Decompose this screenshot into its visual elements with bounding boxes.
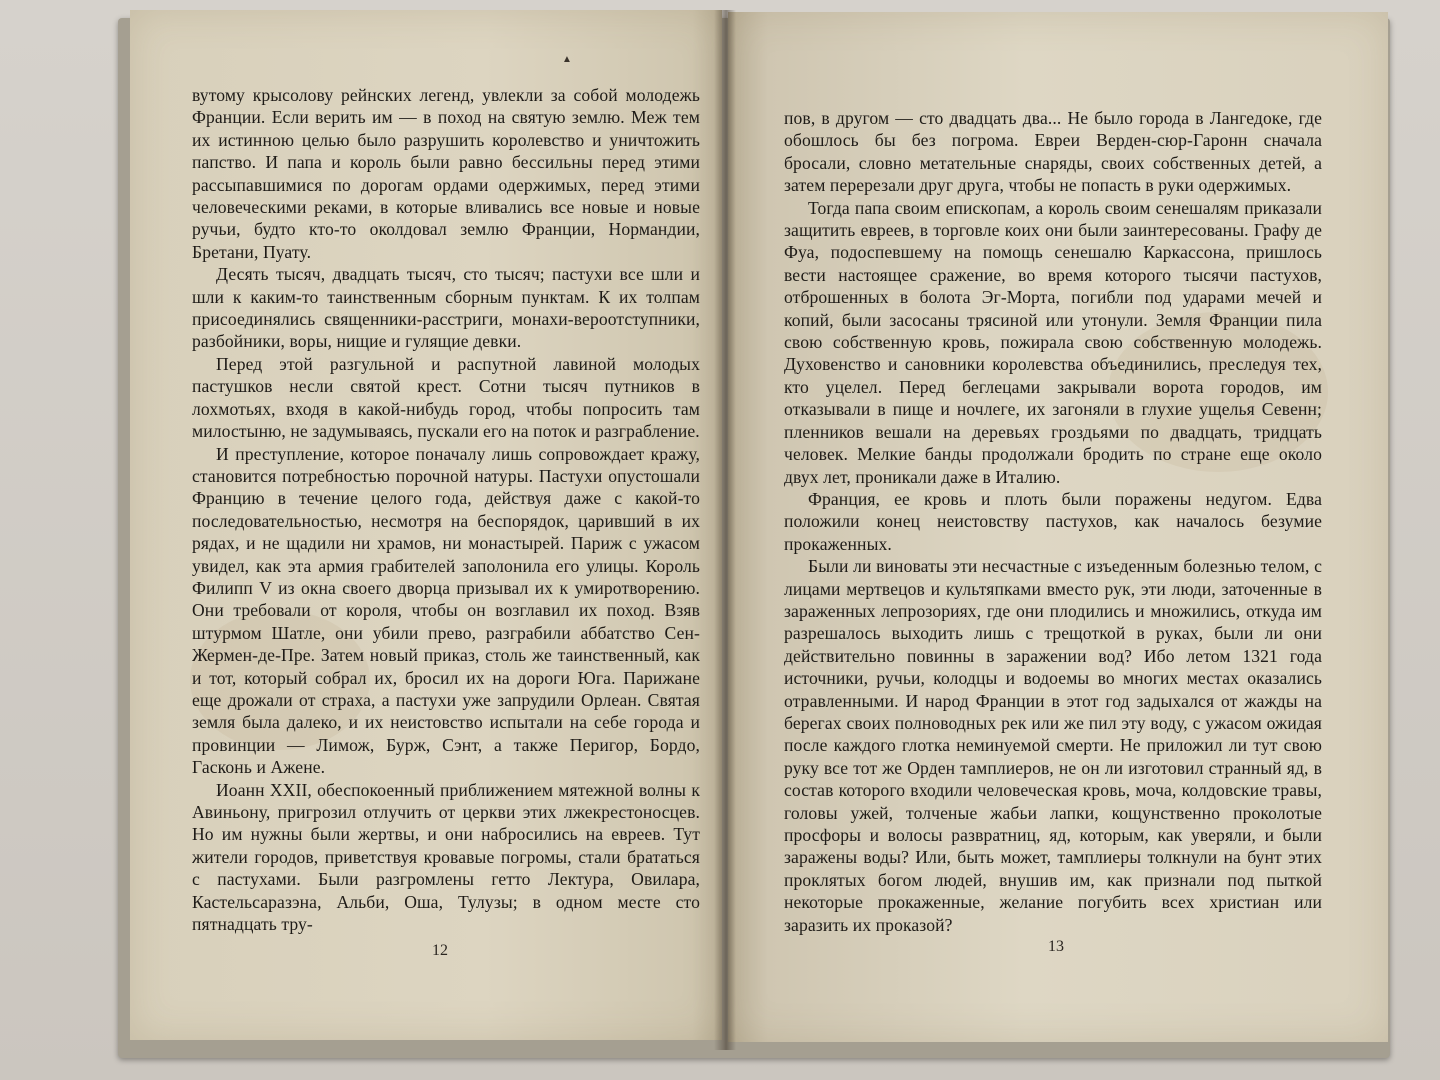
right-page-text	[784, 107, 1322, 936]
page-number: 12	[432, 942, 448, 959]
paragraph: Франция, ее кровь и плоть были поражены недугом. Едва положили конец неистовству пастухов, как началось безумие прокаженных.	[784, 488, 1322, 554]
paragraph: Были ли виноваты эти несчастные с изъеденным болезнью телом, с лицами мертвецов и культяпками вместо рук, эти люди, заточенные в зараженных лепрозориях, где они плодились и множились, откуда им разрешалось выходить лишь с трещоткой в руках, были ли они действительно повинны в заражении вод? Ибо летом 1321 года источники, ручьи, колодцы и водоемы во многих местах оказались отравленными. И народ Франции в этот год задыхался от жажды на берегах своих полноводных рек или же пил эту воду, с ужасом ожидая после каждого глотка неминуемой смерти. Не приложил ли тут свою руку все тот же Орден тамплиеров, не он ли изготовил странный яд, в состав которого входили человеческая кровь, моча, колдовские травы, головы ужей, толченые жабьи лапки, кощунственно проколотые просфоры и волосы развратниц, яд, которым, как уверяли, и были заражены воды? Или, быть может, тамплиеры толкнули на бунт этих проклятых богом людей, внушив им, как признали под пыткой некоторые прокаженные, желание погубить всех христиан или заразить их проказой?	[784, 556, 1322, 935]
page-top-mark: ▲	[562, 54, 572, 65]
left-page-text	[192, 84, 700, 935]
paragraph: Десять тысяч, двадцать тысяч, сто тысяч; пастухи все шли и шли к каким-то таинственным сборным пунктам. К их толпам присоединялись священники-расстриги, монахи-вероотступники, разбойники, воры, нищие и гулящие девки.	[192, 264, 700, 352]
paragraph: пов, в другом — сто двадцать два... Не было города в Лангедоке, где обошлось бы без погрома. Евреи Верден-сюр-Гаронн сначала бросали, словно метательные снаряды, своих собственных детей, а затем перерезали друг друга, чтобы не попасть в руки одержимых.	[784, 108, 1322, 196]
page-number: 13	[1048, 938, 1064, 955]
paragraph: И преступление, которое поначалу лишь сопровождает кражу, становится потребностью порочной натуры. Пастухи опустошали Францию в течение целого года, действуя даже с какой-то последовательностью, несмотря на беспорядок, царивший в их рядах, и не щадили ни храмов, ни монастырей. Париж с ужасом увидел, как эта армия грабителей заполонила его улицы. Король Филипп V из окна своего дворца призывал их к умиротворению. Они требовали от короля, чтобы он возглавил их поход. Взяв штурмом Шатле, они убили прево, разграбили аббатство Сен-Жермен-де-Пре. Затем новый приказ, столь же таинственный, как и тот, который собрал их, бросил их на дороги Юга. Парижане еще дрожали от страха, а пастухи уже запрудили Орлеан. Святая земля была далеко, и их неистовство испытали на себе города и провинции — Лимож, Бурж, Сэнт, а также Перигор, Бордо, Гасконь и Ажене.	[192, 443, 700, 778]
left-page	[130, 10, 722, 1040]
paragraph: Перед этой разгульной и распутной лавиной молодых пастушков несли святой крест. Сотни тысяч путников в лохмотьях, входя в какой-нибудь город, чтобы попросить там милостыню, не задумываясь, пускали его на поток и разграбление.	[192, 353, 700, 442]
open-book	[118, 10, 1398, 1060]
paragraph: Тогда папа своим епископам, а король своим сенешалям приказали защитить евреев, в торговле коих они были заинтересованы. Графу де Фуа, подоспевшему на помощь сенешалю Каркассона, пришлось вести настоящее сражение, во время которого тысячи пастухов, отброшенных в болота Эг-Морта, погибли под ударами мечей и копий, были засосаны трясиной или утонули. Земля Франции пила свою собственную кровь, пожирала свою собственную молодежь. Духовенство и сановники королевства объединились, преследуя тех, кто уцелел. Перед беглецами закрывали ворота городов, им отказывали в пище и ночлеге, их загоняли в глухие ущелья Севенн; пленников вешали на деревьях гроздьями по двадцать, тридцать человек. Мелкие банды продолжали бродить по стране еще около двух лет, проникали даже в Италию.	[784, 197, 1322, 487]
right-page	[728, 12, 1388, 1042]
book-spine-gutter	[714, 10, 736, 1050]
paragraph: вутому крысолову рейнских легенд, увлекли за собой молодежь Франции. Если верить им — в поход на святую землю. Меж тем их истинною целью было разрушить королевство и уничтожить папство. И папа и король были равно бессильны перед этими рассыпавшимися по дорогам ордами одержимых, перед этими человеческими реками, в которые вливались все новые и новые ручьи, будто кто-то околдовал землю Франции, Нормандии, Бретани, Пуату.	[192, 85, 700, 262]
paragraph: Иоанн XXII, обеспокоенный приближением мятежной волны к Авиньону, пригрозил отлучить от церкви этих лжекрестоносцев. Но им нужны были жертвы, и они набросились на евреев. Тут жители городов, приветствуя кровавые погромы, стали брататься с пастухами. Были разгромлены гетто Лектура, Овилара, Кастельсаразэна, Альби, Оша, Тулузы; в одном месте сто пятнадцать тру-	[192, 779, 700, 935]
